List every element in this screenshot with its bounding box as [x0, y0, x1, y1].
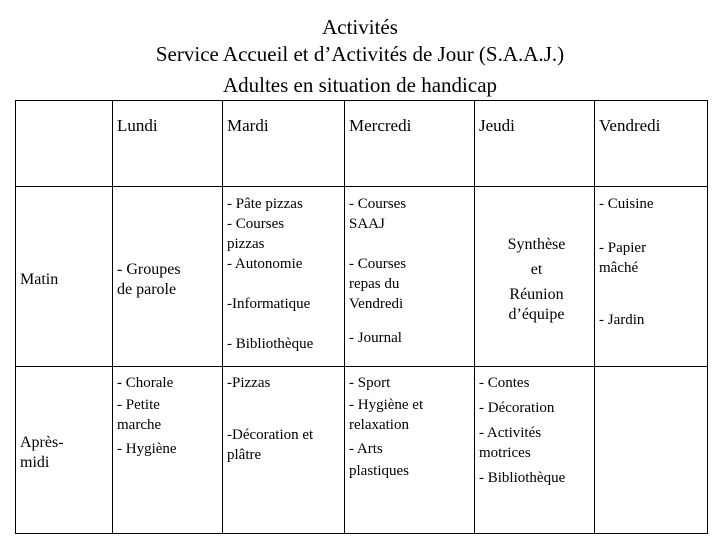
activity-item: - Courses — [227, 216, 285, 232]
activity-item: - Chorale — [117, 375, 174, 391]
activity-item: plâtre — [227, 447, 262, 463]
corner-cell — [16, 101, 113, 187]
activity-item: - Activités — [479, 425, 542, 441]
activity-item: motrices — [479, 445, 531, 461]
activity-item: - Journal — [349, 330, 402, 346]
activity-item: SAAJ — [349, 216, 385, 232]
day-header-jeudi: Jeudi — [475, 101, 595, 187]
cell-apres-midi-vendredi — [595, 367, 708, 534]
day-header-lundi: Lundi — [113, 101, 223, 187]
cell-apres-midi-lundi — [113, 367, 223, 534]
header-row — [16, 101, 708, 187]
cell-matin-lundi — [113, 187, 223, 367]
row-label-apres-midi: Après- midi — [16, 367, 113, 534]
activity-item: - Décoration — [479, 400, 555, 416]
schedule-table — [15, 100, 708, 534]
activity-item: - Autonomie — [227, 256, 303, 272]
activity-item: Vendredi — [349, 296, 404, 312]
cell-apres-midi-jeudi — [475, 367, 595, 534]
activity-item: - Papier — [599, 240, 647, 256]
activity-item: - Hygiène et — [349, 397, 424, 413]
day-header-mardi: Mardi — [223, 101, 345, 187]
activity-item: - Petite — [117, 397, 160, 413]
day-header-mercredi: Mercredi — [345, 101, 475, 187]
activity-item: plastiques — [349, 463, 409, 479]
row-matin — [16, 187, 708, 367]
activity-item: - Courses — [349, 196, 407, 212]
activity-item: - Contes — [479, 375, 530, 391]
cell-apres-midi-mardi — [223, 367, 345, 534]
activity-item: - Jardin — [599, 312, 645, 328]
activity-item: - Sport — [349, 375, 391, 391]
activity-item: et — [530, 261, 543, 278]
activity-item: - Groupes — [117, 261, 181, 278]
activity-item: - Bibliothèque — [479, 470, 566, 486]
activity-item: -Informatique — [227, 296, 311, 312]
title-line-3: Adultes en situation de handicap — [222, 73, 498, 97]
title-line-2: Service Accueil et d’Activités de Jour (S.A.A.J.) — [155, 42, 565, 66]
activity-item: de parole — [117, 281, 177, 298]
activity-item: d’équipe — [508, 306, 565, 323]
activity-item: Réunion — [509, 286, 564, 303]
row-apres-midi — [16, 367, 708, 534]
activity-item: repas du — [349, 276, 400, 292]
cell-apres-midi-mercredi — [345, 367, 475, 534]
activity-item: - Hygiène — [117, 441, 177, 457]
cell-matin-vendredi — [595, 187, 708, 367]
row-label-matin: Matin — [16, 187, 113, 367]
activity-item: -Décoration et — [227, 427, 314, 443]
activity-item: relaxation — [349, 417, 409, 433]
day-header-vendredi: Vendredi — [595, 101, 708, 187]
cell-matin-jeudi — [475, 187, 595, 367]
activity-item: Synthèse — [507, 236, 566, 253]
activity-item: -Pizzas — [227, 375, 271, 391]
activity-item: mâché — [599, 260, 639, 276]
title-line-1: Activités — [322, 15, 398, 39]
activity-item: - Arts — [349, 441, 383, 457]
activity-item: - Courses — [349, 256, 407, 272]
activity-item: pizzas — [227, 236, 265, 252]
activity-item: - Bibliothèque — [227, 336, 314, 352]
activity-item: - Cuisine — [599, 196, 654, 212]
cell-matin-mercredi — [345, 187, 475, 367]
activity-item: - Pâte pizzas — [227, 196, 303, 212]
cell-matin-mardi — [223, 187, 345, 367]
activity-item: marche — [117, 417, 162, 433]
